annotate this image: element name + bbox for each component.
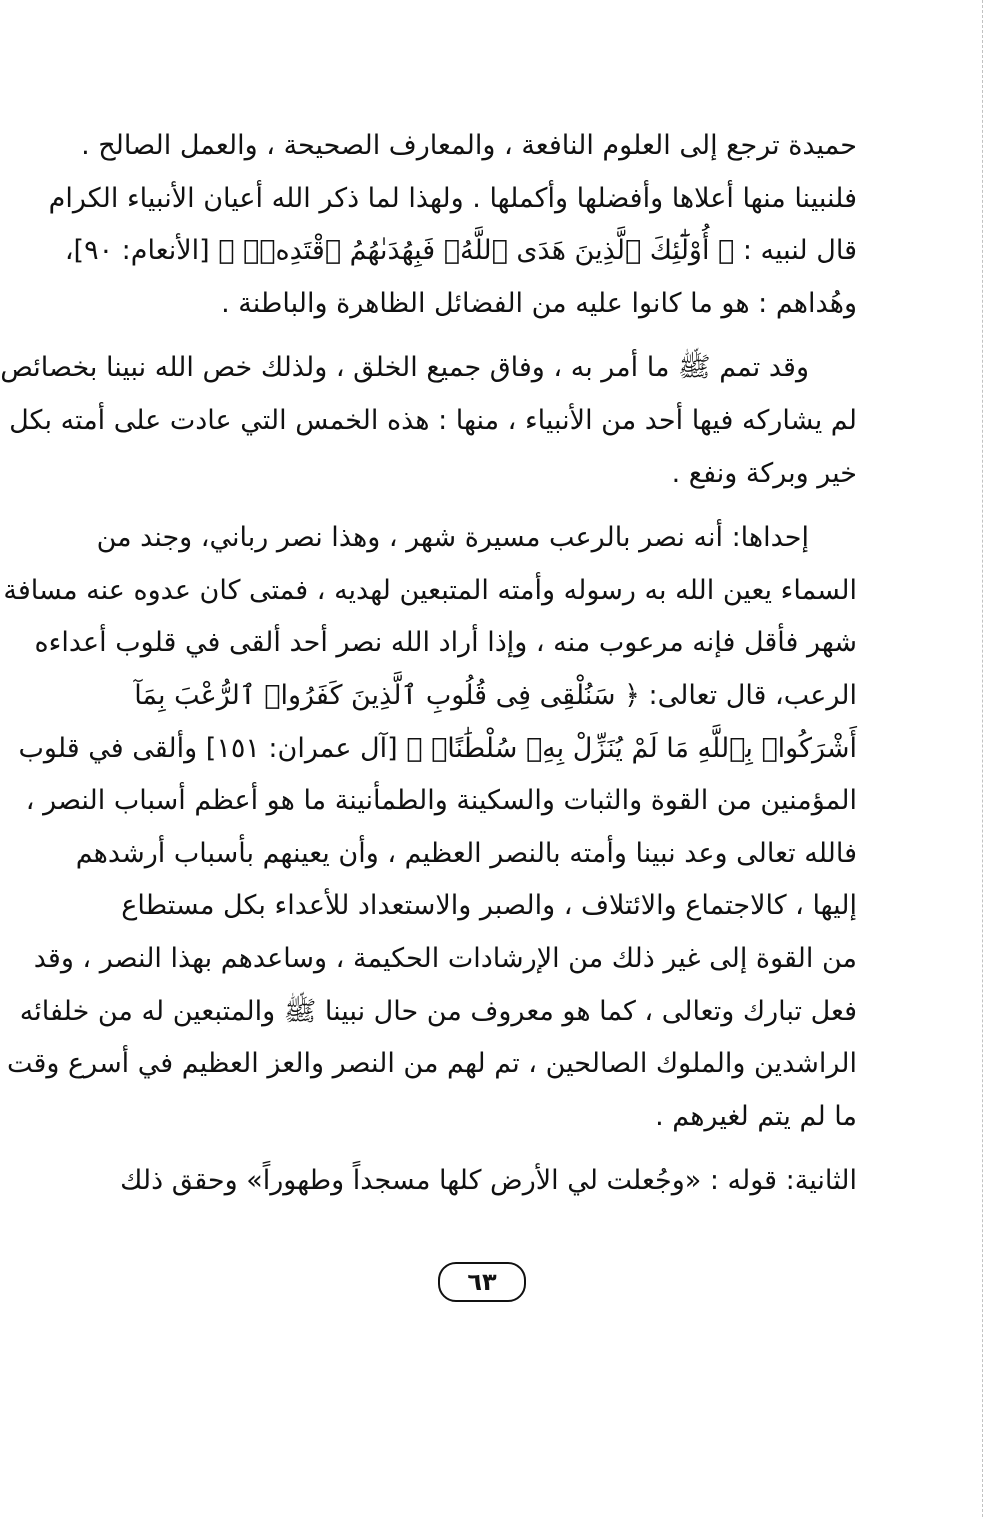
text-line: وقد تمم ﷺ ما أمر به ، وفاق جميع الخلق ، ولذلك خص الله نبينا بخصائص — [0, 352, 809, 384]
quran-verse-line: قال لنبيه : ﴿ أُوْلَٰٓئِكَ ٱلَّذِينَ هَدَى ٱللَّهُۖ فَبِهُدَىٰهُمُ ٱقْتَدِهۡۗ ﴾ [الأنعام: ٩٠]، — [64, 235, 857, 267]
text-line: فلنبينا منها أعلاها وأفضلها وأكملها . ولهذا لما ذكر الله أعيان الأنبياء الكرام — [48, 182, 857, 214]
paragraph-4 — [120, 1155, 857, 1208]
text-line: المؤمنين من القوة والثبات والسكينة والطمأنينة ما هو أعظم أسباب النصر ، — [25, 785, 857, 817]
paragraph-gap — [145, 1143, 857, 1155]
text-line: فعل تبارك وتعالى ، كما هو معروف من حال نبينا ﷺ والمتبعين له من خلفائه — [19, 995, 857, 1027]
quran-verse-line: الرعب، قال تعالى: ﴿ سَنُلْقِى فِى قُلُوبِ ٱلَّذِينَ كَفَرُوا۟ ٱلرُّعْبَ بِمَآ — [134, 679, 857, 711]
text-line: الراشدين والملوك الصالحين ، تم لهم من النصر والعز العظيم في أسرع وقت — [7, 1048, 857, 1080]
text-line: إليها ، كالاجتماع والائتلاف ، والصبر والاستعداد للأعداء بكل مستطاع — [121, 890, 857, 922]
paragraph-gap — [145, 500, 857, 512]
text-line: إحداها: أنه نصر بالرعب مسيرة شهر ، وهذا نصر رباني، وجند من — [96, 522, 809, 554]
paragraph-3 — [3, 512, 857, 1143]
text-line: من القوة إلى غير ذلك من الإرشادات الحكيمة ، وساعدهم بهذا النصر ، وقد — [33, 942, 857, 974]
quran-verse-line: أَشْرَكُوا۟ بِٱللَّهِ مَا لَمْ يُنَزِّلْ بِهِۦ سُلْطَٰنًاۖ ﴾ [آل عمران: ١٥١] وألقى في قلوب — [18, 732, 857, 764]
page-number-text: ٦٣ — [467, 1268, 497, 1296]
text-line: وهُداهم : هو ما كانوا عليه من الفضائل الظاهرة والباطنة . — [221, 287, 857, 319]
paragraph-1 — [48, 120, 857, 330]
body-text — [0, 120, 857, 1208]
paragraph-2 — [0, 342, 857, 500]
text-line: ما لم يتم لغيرهم . — [655, 1100, 857, 1132]
text-line: فالله تعالى وعد نبينا وأمته بالنصر العظيم ، وأن يعينهم بأسباب أرشدهم — [75, 837, 857, 869]
text-line: خير وبركة ونفع . — [671, 457, 857, 489]
text-line: لم يشاركه فيها أحد من الأنبياء ، منها : هذه الخمس التي عادت على أمته بكل — [9, 404, 857, 436]
page-number — [438, 1262, 526, 1302]
text-line: الثانية: قوله : «وجُعلت لي الأرض كلها مسجداً وطهوراً» وحقق ذلك — [120, 1165, 857, 1197]
text-line: السماء يعين الله به رسوله وأمته المتبعين لهديه ، فمتى كان عدوه عنه مسافة — [3, 574, 857, 606]
paragraph-gap — [145, 330, 857, 342]
scan-edge-line — [982, 0, 983, 1517]
text-line: حميدة ترجع إلى العلوم النافعة ، والمعارف الصحيحة ، والعمل الصالح . — [81, 130, 857, 161]
text-line: شهر فأقل فإنه مرعوب منه ، وإذا أراد الله نصر أحد ألقى في قلوب أعداءه — [34, 627, 857, 659]
book-page — [1, 0, 1007, 1517]
